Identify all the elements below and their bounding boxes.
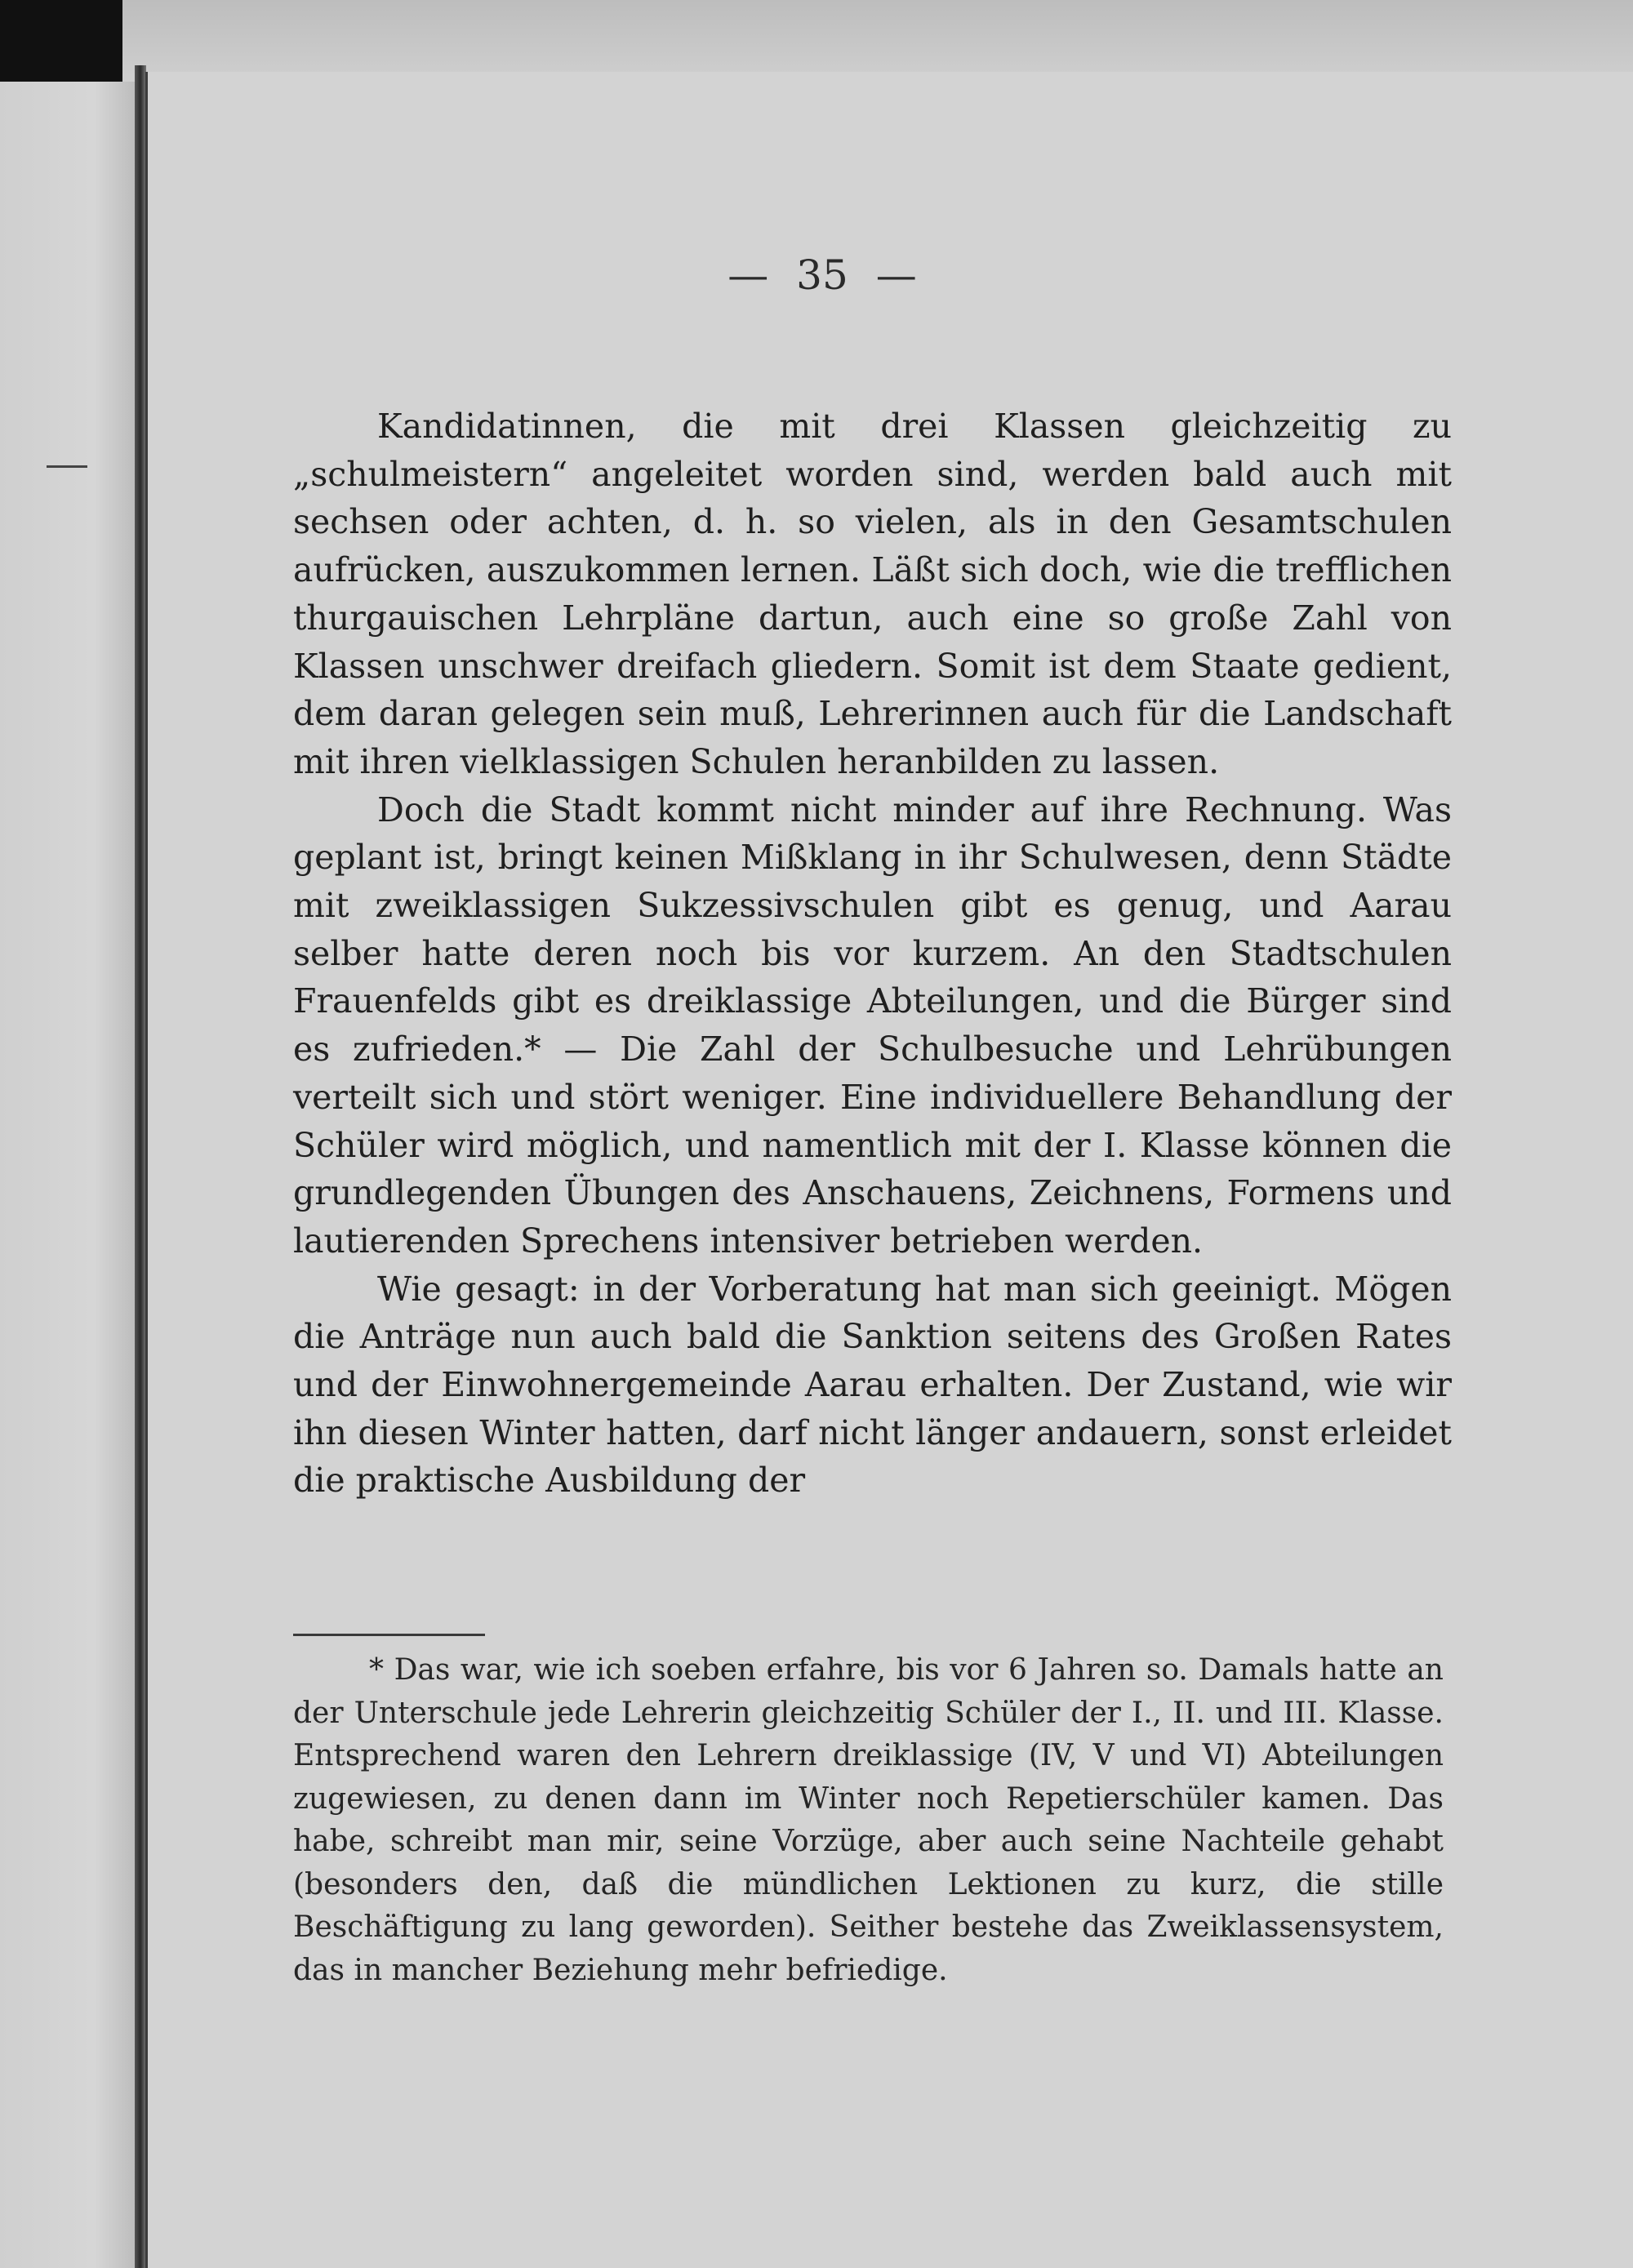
left-page-edge xyxy=(0,82,135,2268)
paragraph-2: Doch die Stadt kommt nicht minder auf ihre Rechnung. Was geplant ist, bringt keinen Mißklang in ihr Schulwesen, denn Städte mit zweiklassigen Sukzessivschulen gibt es genug, und Aarau selber hatte deren noch bis vor kurzem. An den Stadtschulen Frauenfelds gibt es dreiklassige Abteilungen, und die Bürger sind es zufrieden.* — Die Zahl der Schulbesuche und Lehrübungen verteilt sich und stört weniger. Eine individuellere Behandlung der Schüler wird möglich, und namentlich mit der I. Klasse können die grundlegenden Übungen des Anschauens, Zeichnens, Formens und lautierenden Sprechens intensiver betrieben werden. xyxy=(293,789,1452,1261)
body-text xyxy=(293,402,1452,1505)
footnote: * Das war, wie ich soeben erfahre, bis vor 6 Jahren so. Damals hatte an der Unterschule jede Lehrerin gleichzeitig Schüler der I., II. und III. Klasse. Entsprechend waren den Lehrern dreiklassige (IV, V und VI) Abteilungen zugewiesen, zu denen dann im Winter noch Repetierschüler kamen. Das habe, schreibt man mir, seine Vorzüge, aber auch seine Nachteile gehabt (besonders den, daß die mündlichen Lektionen zu kurz, die stille Beschäftigung zu lang geworden). Seither bestehe das Zweiklassensystem, das in mancher Beziehung mehr befriedige. xyxy=(293,1653,1444,1987)
page-number: — 35 — xyxy=(728,251,917,299)
footnote-separator xyxy=(293,1634,485,1636)
book-gutter xyxy=(135,65,146,2268)
paragraph-3: Wie gesagt: in der Vorberatung hat man sich geeinigt. Mögen die Anträge nun auch bald die Sanktion seitens des Großen Rates und der Einwohnergemeinde Aarau erhalten. Der Zustand, wie wir ihn diesen Winter hatten, darf nicht länger andauern, sonst erleidet die praktische Ausbildung der xyxy=(293,1269,1452,1501)
paragraph-1: Kandidatinnen, die mit drei Klassen gleichzeitig zu „schulmeistern“ angeleitet worden sind, werden bald auch mit sechsen oder achten, d. h. so vielen, als in den Gesamtschulen aufrücken, auszukommen lernen. Läßt sich doch, wie die trefflichen thurgauischen Lehrpläne dartun, auch eine so große Zahl von Klassen unschwer dreifach gliedern. Somit ist dem Staate gedient, dem daran gelegen sein muß, Lehrerinnen auch für die Landschaft mit ihren vielklassigen Schulen heranbilden zu lassen. xyxy=(293,407,1452,781)
margin-mark xyxy=(47,465,87,468)
scan-corner-shadow xyxy=(0,0,122,82)
scan-top-edge xyxy=(0,0,1633,82)
book-page xyxy=(145,72,1633,2268)
